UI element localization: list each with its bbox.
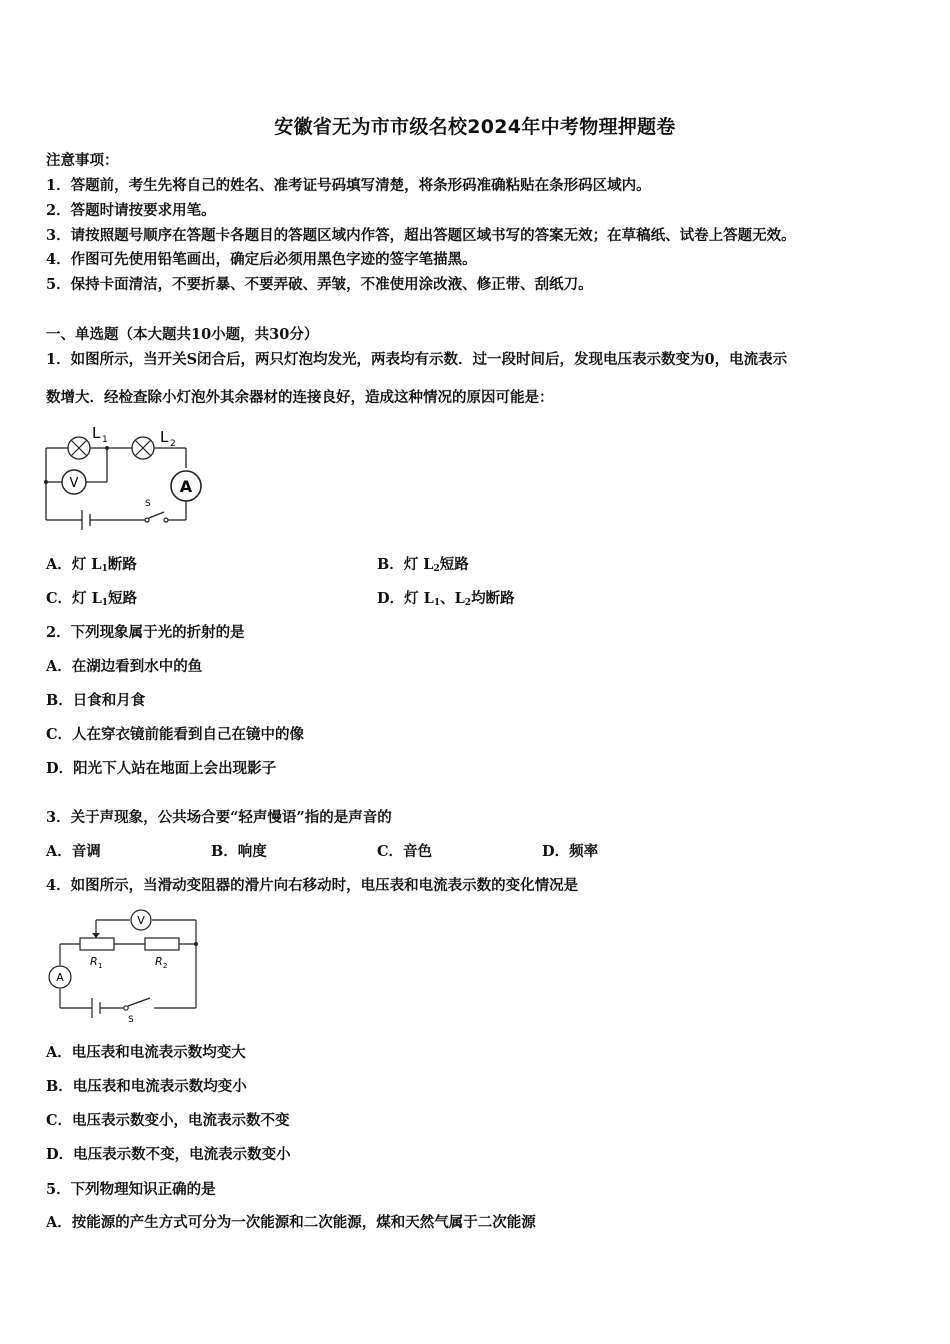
q1-option-b-sub: 2	[433, 564, 440, 574]
notice-heading: 注意事项：	[46, 152, 119, 169]
q2-option-b[interactable]: B．日食和月食	[46, 692, 146, 709]
q1-option-d-mid: 、L	[440, 590, 465, 607]
q1-option-a-prefix: A．灯 L	[46, 556, 102, 573]
q4-ammeter-label: A	[56, 971, 64, 984]
q1-option-b[interactable]	[377, 555, 469, 579]
r1-label: R	[90, 955, 98, 968]
q3-option-c[interactable]: C．音色	[377, 843, 433, 860]
q3-option-b[interactable]: B．响度	[211, 843, 267, 860]
q1-option-c-prefix: C．灯 L	[46, 590, 102, 607]
q4-option-d[interactable]: D．电压表示数不变，电流表示数变小	[46, 1146, 291, 1163]
ammeter-label: A	[179, 477, 193, 496]
q2-option-a[interactable]: A．在湖边看到水中的鱼	[46, 658, 203, 675]
q4-circuit-diagram	[44, 906, 209, 1026]
q1-option-d-sub1: 1	[433, 598, 441, 608]
q1-option-c-sub: 1	[101, 598, 109, 608]
q4-option-b[interactable]: B．电压表和电流表示数均变小	[46, 1078, 247, 1095]
lamp-l1-icon	[68, 437, 90, 459]
l1-label: L	[92, 424, 101, 442]
q5-option-a[interactable]: A．按能源的产生方式可分为一次能源和二次能源，煤和天然气属于二次能源	[46, 1214, 536, 1231]
r2-subscript: 2	[163, 962, 168, 970]
q1-option-c[interactable]	[46, 589, 137, 613]
l1-subscript: 1	[102, 435, 108, 445]
lamp-l2-icon	[132, 437, 154, 459]
q5-stem: 5．下列物理知识正确的是	[46, 1181, 216, 1198]
notice-item-3: 3．请按照题号顺序在答题卡各题目的答题区域内作答，超出答题区域书写的答案无效；在草稿纸、试卷上答题无效。	[46, 227, 796, 244]
q2-option-d[interactable]: D．阳光下人站在地面上会出现影子	[46, 760, 277, 777]
q3-stem: 3．关于声现象，公共场合要“轻声慢语”指的是声音的	[46, 809, 392, 826]
q2-option-c[interactable]: C．人在穿衣镜前能看到自己在镜中的像	[46, 726, 305, 743]
q3-option-d[interactable]: D．频率	[542, 843, 599, 860]
q1-option-a[interactable]	[46, 555, 137, 579]
q2-stem: 2．下列现象属于光的折射的是	[46, 624, 245, 641]
section-heading: 一、单选题（本大题共10小题，共30分）	[46, 326, 319, 343]
q4-option-c[interactable]: C．电压表示数变小，电流表示数不变	[46, 1112, 290, 1129]
q4-stem: 4．如图所示，当滑动变阻器的滑片向右移动时，电压表和电流表示数的变化情况是	[46, 877, 579, 894]
q1-circuit-diagram	[40, 420, 230, 530]
q1-option-a-sub: 1	[101, 564, 108, 574]
q1-option-d-prefix: D．灯 L	[377, 590, 434, 607]
notice-item-4: 4．作图可先使用铅笔画出，确定后必须用黑色字迹的签字笔描黑。	[46, 251, 477, 268]
q1-option-c-suffix: 短路	[108, 590, 138, 607]
q3-option-a[interactable]: A．音调	[46, 843, 101, 860]
q1-option-a-suffix: 断路	[107, 556, 137, 573]
q1-option-d[interactable]	[377, 589, 515, 613]
notice-item-1: 1．答题前，考生先将自己的姓名、准考证号码填写清楚，将条形码准确粘贴在条形码区域内。	[46, 177, 651, 194]
notice-item-5: 5．保持卡面清洁，不要折暴、不要弄破、弄皱，不准使用涂改液、修正带、刮纸刀。	[46, 276, 593, 293]
voltmeter-label: V	[69, 476, 79, 491]
q1-stem-line2: 数增大．经检查除小灯泡外其余器材的连接良好，造成这种情况的原因可能是：	[46, 389, 554, 406]
r1-subscript: 1	[98, 962, 103, 970]
r2-label: R	[155, 955, 163, 968]
q4-voltmeter-label: V	[137, 914, 145, 927]
q1-option-d-suffix: 均断路	[471, 590, 515, 607]
l2-subscript: 2	[170, 439, 176, 449]
page-title: 安徽省无为市市级名校2024年中考物理押题卷	[274, 116, 676, 138]
q1-option-d-sub2: 2	[464, 598, 472, 608]
q1-option-b-suffix: 短路	[439, 556, 469, 573]
q4-switch-label: S	[128, 1015, 134, 1025]
q4-option-a[interactable]: A．电压表和电流表示数均变大	[46, 1044, 246, 1061]
notice-item-2: 2．答题时请按要求用笔。	[46, 202, 216, 219]
q1-stem-line1: 1．如图所示，当开关S闭合后，两只灯泡均发光，两表均有示数．过一段时间后，发现电压表示数变为0，电流表示	[46, 351, 788, 368]
l2-label: L	[160, 428, 169, 446]
switch-label: S	[145, 499, 151, 509]
q1-option-b-prefix: B．灯 L	[377, 556, 434, 573]
